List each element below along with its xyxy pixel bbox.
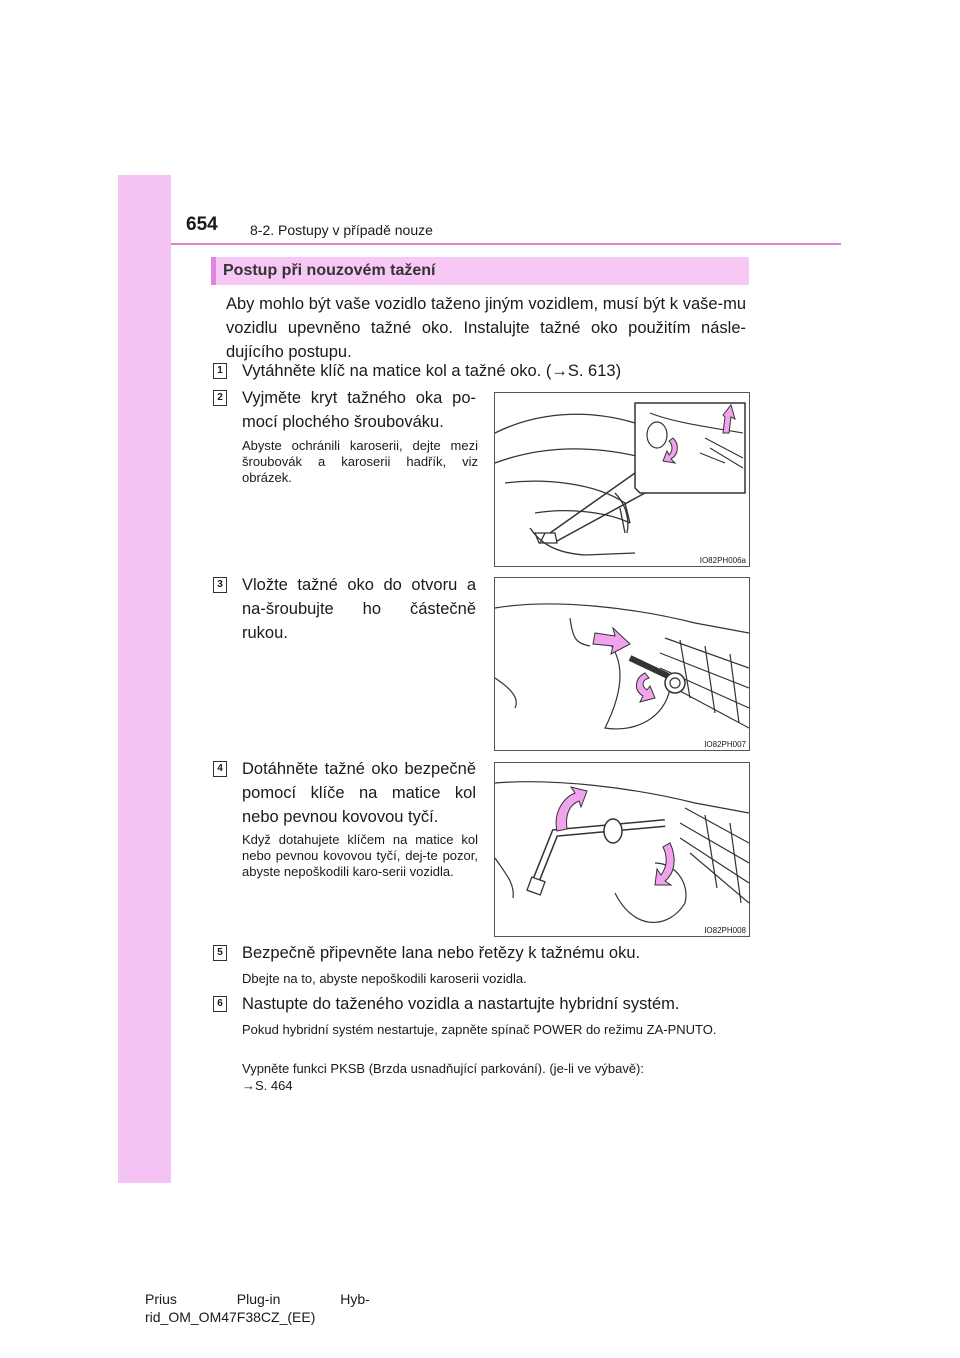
header-divider — [171, 243, 841, 245]
illustration-insert-eye — [495, 578, 749, 750]
page-number: 654 — [186, 214, 218, 235]
step-text-6: Nastupte do taženého vozidla a nastartujte hybridní systém. — [242, 995, 680, 1013]
step-number-6: 6 — [213, 996, 227, 1012]
figure-cover-removal — [494, 392, 750, 567]
figure-insert-eye — [494, 577, 750, 751]
figure-code-2: IO82PH007 — [704, 740, 746, 749]
title-accent-bar — [211, 257, 216, 285]
step-note-6: Pokud hybridní systém nestartuje, zapněte spínač POWER do režimu ZA-PNUTO. — [242, 1022, 717, 1037]
step-number-4: 4 — [213, 761, 227, 777]
step-number-1: 1 — [213, 363, 227, 379]
step-note-2: Abyste ochránili karoserii, dejte mezi šroubovák a karoserii hadřík, viz obrázek. — [242, 438, 478, 485]
step-text-5: Bezpečně připevněte lana nebo řetězy k tažnému oku. — [242, 944, 641, 962]
figure-code-1: IO82PH006a — [699, 556, 746, 565]
step-note-6c: →S. 464 — [242, 1078, 293, 1093]
sidebar-tab — [118, 175, 171, 1183]
step-text-4: Dotáhněte tažné oko bezpečně pomocí klíče na matice kol nebo pevnou kovovou tyčí. — [242, 760, 476, 826]
step-text-3: Vložte tažné oko do otvoru a na-šroubujte ho částečně rukou. — [242, 576, 476, 642]
illustration-tighten-eye — [495, 763, 749, 936]
figure-code-3: IO82PH008 — [704, 926, 746, 935]
section-title: 8-2. Postupy v případě nouze — [250, 222, 433, 238]
footer-doc-id — [145, 1290, 370, 1326]
illustration-cover-removal — [495, 393, 749, 566]
step-note-5: Dbejte na to, abyste nepoškodili karoserii vozidla. — [242, 971, 527, 986]
procedure-title: Postup při nouzovém tažení — [223, 262, 436, 279]
step-text-2: Vyjměte kryt tažného oka po-mocí plochého šroubováku. — [242, 389, 476, 431]
step-note-4: Když dotahujete klíčem na matice kol nebo pevnou kovovou tyčí, dej-te pozor, abyste nepoškodili karo-serii vozidla. — [242, 832, 478, 879]
footer-line-1: Prius Plug-in Hyb- — [145, 1291, 370, 1307]
step-text-1: Vytáhněte klíč na matice kol a tažné oko. (→S. 613) — [242, 362, 622, 380]
procedure-title-box — [211, 257, 749, 285]
step-number-3: 3 — [213, 577, 227, 593]
figure-tighten-eye — [494, 762, 750, 937]
step-number-5: 5 — [213, 945, 227, 961]
step-number-2: 2 — [213, 390, 227, 406]
footer-line-2: rid_OM_OM47F38CZ_(EE) — [145, 1309, 316, 1325]
intro-paragraph: Aby mohlo být vaše vozidlo taženo jiným vozidlem, musí být k vaše-mu vozidlu upevněno tažné oko. Instalujte tažné oko použitím násle-dujícího postupu. — [226, 295, 746, 361]
step-note-6b: Vypněte funkci PKSB (Brzda usnadňující parkování). (je-li ve výbavě): — [242, 1061, 644, 1076]
